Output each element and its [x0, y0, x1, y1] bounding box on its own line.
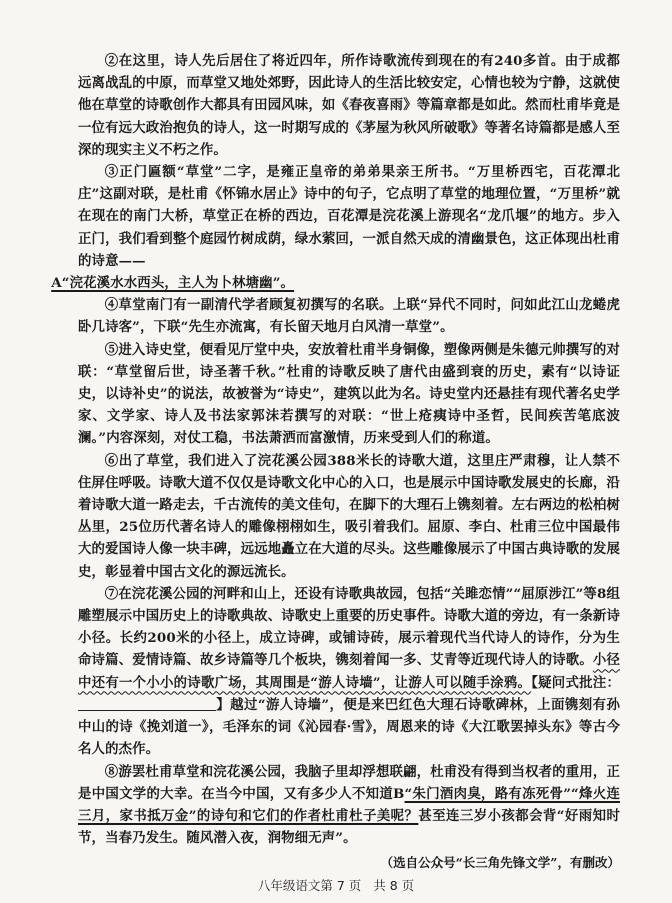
annotation-bracket-open: 【疑问式批注： [531, 674, 620, 691]
paragraph-2 [78, 50, 620, 161]
paragraph-3 [51, 161, 620, 294]
annotation-bracket-close: 】 [216, 696, 231, 713]
source-citation: （选自公众号“长三角先锋文学”，有删改） [380, 855, 620, 871]
paragraph-4 [78, 294, 620, 338]
paragraph-8-text-a: ⑧游罢杜甫草堂和浣花溪公园，我脑子里却浮想联翩，杜甫没有得到当权者的重用，正是中国文学的大幸。在当今中国，又有多少人不知道B [78, 763, 620, 802]
quote-b-underlined: “朱门酒肉臭，路有冻死骨”“烽火连三月，家书抵万金”的诗句和它们的作者杜甫杜子美呢？ [78, 785, 620, 824]
paragraph-6 [78, 450, 620, 583]
paragraph-3-text: ③正门匾额“草堂”二字，是雍正皇帝的弟弟果亲王所书。“万里桥西宅，百花潭北庄”这副对联，是杜甫《怀锦水居止》诗中的句子，它点明了草堂的地理位置，“万里桥”就在现在的南门大桥，草堂正在桥的西边，百花潭是浣花溪上游现名“龙爪堰”的地方。步入正门，我们看到整个庭园竹树成荫，绿水萦回，一派自然天成的清幽景色，这正体现出杜甫的诗意—— [78, 164, 620, 269]
paragraph-7 [78, 583, 620, 761]
quote-a-underlined: A“浣花溪水水西头，主人为卜林塘幽”。 [51, 275, 295, 292]
paragraph-5-text: ⑤进入诗史堂，便看见厅堂中央，安放着杜甫半身铜像，塑像两侧是朱德元帅撰写的对联：“草堂留后世，诗圣著千秋。”杜甫的诗歌反映了唐代由盛到衰的历史，素有“以诗证史，以诗补史”的说法，故被誉为“诗史”，建筑以此为名。诗史堂内还悬挂有现代著名史学家、文学家、诗人及书法家郭沫若撰写的对联：“世上疮痍诗中圣哲，民间疾苦笔底波澜。”内容深刻，对仗工稳，书法萧洒而富激情，历来受到人们的称道。 [78, 341, 620, 447]
paragraph-4-text: ④草堂南门有一副清代学者顾复初撰写的名联。上联“异代不同时，问如此江山龙蜷虎卧几诗客”，下联“先生亦流寓，有长留天地月白风清一草堂”。 [78, 297, 620, 336]
annotation-answer-blank[interactable] [78, 696, 216, 711]
paragraph-6-text: ⑥出了草堂，我们进入了浣花溪公园388米长的诗歌大道，这里庄严肃穆，让人禁不住屏住呼吸。诗歌大道不仅仅是诗歌文化中心的入口，也是展示中国诗歌发展史的长廊，沿着诗歌大道一路走去，千古流传的美文佳句，在脚下的大理石上镌刻着。左右两边的松柏树丛里，25位历代著名诗人的雕像栩栩如生，吸引着我们。屈原、李白、杜甫三位中国最伟大的爱国诗人像一块丰碑，远远地矗立在大道的尽头。这些雕像展示了中国古典诗歌的发展史，彰显着中国古文化的源远流长。 [78, 452, 620, 580]
article-body [51, 50, 620, 873]
wavy-underlined-sentence: 小径中还有一个小小的诗歌广场，其周围是“游人诗墙”，让游人可以随手涂鸦。 [78, 652, 620, 691]
paragraph-7-text-a: ⑦在浣花溪公园的河畔和山上，还设有诗歌典故园，包括“关雎恋情”“屈原涉江”等8组雕塑展示中国历史上的诗歌典故、诗歌史上重要的历史事件。诗歌大道的旁边，有一条新诗小径。长约200米的小径上，成立诗碑，或铺诗砖，展示着现代当代诗人的诗作，分为生命诗篇、爱情诗篇、故乡诗篇等几个板块，镌刻着闻一多、艾青等近现代诗人的诗歌。 [78, 585, 620, 669]
paragraph-7-text-b: 越过“游人诗墙”，便是来巴红色大理石诗歌碑林，上面镌刻有孙中山的诗《挽刘道一》，毛泽东的词《沁园春·雪》，周恩来的诗《大江歌罢掉头东》等古今名人的杰作。 [78, 696, 620, 758]
paragraph-8-text-b: 甚至连三岁小孩都会背“好雨知时节，当春乃发生。随风潜入夜，润物细无声”。 [78, 807, 620, 847]
page-footer [0, 876, 672, 894]
paragraph-8 [78, 761, 620, 850]
paragraph-5 [78, 339, 620, 450]
page-number-label: 八年级语文第 7 页 [257, 878, 362, 893]
page-total-label: 共 8 页 [373, 878, 415, 893]
paragraph-2-text: ②在这里，诗人先后居住了将近四年，所作诗歌流传到现在的有240多首。由于成都远离战乱的中原，而草堂又地处郊野，因此诗人的生活比较安定，心情也较为宁静，这就使他在草堂的诗歌创作大都具有田园风味，如《春夜喜雨》等篇章都是如此。然而杜甫毕竟是一位有远大政治抱负的诗人，这一时期写成的《茅屋为秋风所破歌》等著名诗篇都是感人至深的现实主义不朽之作。 [78, 53, 620, 158]
